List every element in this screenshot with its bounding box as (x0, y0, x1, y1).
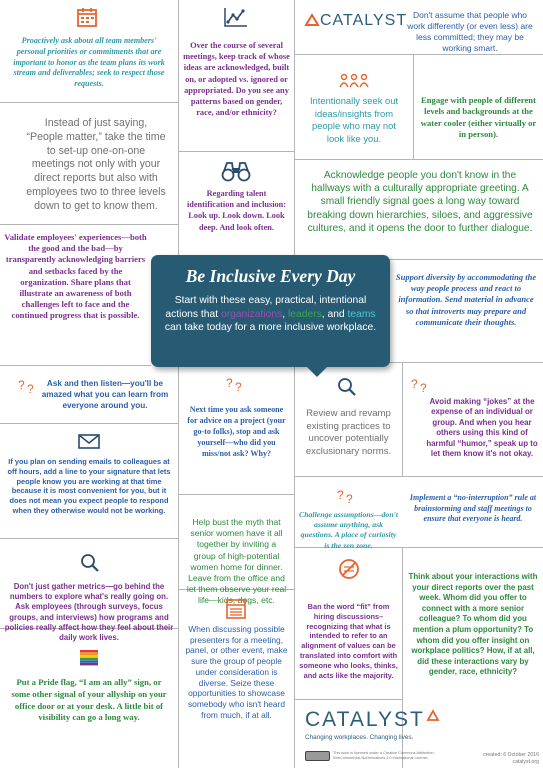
question-icon (411, 376, 431, 394)
tip-text: When discussing possible presenters for a meeting, panel, or other event, make sure the group of people under consideration is diverse. Seize these opportunities to showcase somebody who isn't heard from much, if at all. (185, 624, 288, 720)
svg-text:?: ? (411, 377, 418, 391)
tip-assumptions (295, 477, 402, 550)
question-icon (18, 377, 38, 395)
tip-text: Validate employees' experiences—both the good and the bad—by transparently acknowledging barriers and setbacks faced by the organization. Share plans that illustrate an awareness of both challenges left to face and the continued progress that is possible. (4, 232, 147, 321)
tip-text: Challenge assumptions—don't assume anything, ask questions. A place of curiosity is the zen zone. (299, 510, 399, 550)
center-and: , and (321, 308, 345, 320)
catalyst-footer (295, 700, 543, 768)
center-comma: , (282, 308, 286, 320)
svg-text:?: ? (27, 382, 34, 396)
logo-mark-icon (305, 14, 319, 26)
tip-text: Ban the word “fit” from hiring discussions–recognizing that what is intended to refer to an alignment of values can be translated into comfort with someone who looks, thinks, and acts like the majority. (299, 602, 398, 680)
center-title: Be Inclusive Every Day (185, 266, 356, 286)
catalyst-tagline: Changing workplaces. Changing lives. (305, 734, 414, 741)
tip-text: Help bust the myth that senior women have it all together by inviting a group of high-potential women home for dinner. Leave from the office and let them observe your real life—kids, dogs, etc. (186, 517, 287, 606)
svg-text:?: ? (337, 488, 344, 502)
tip-text: Don't assume that people who work differently (or even less) are less committed; they may be working smart. (407, 10, 533, 53)
center-callout (151, 255, 390, 367)
tip-text: Put a Pride flag, “I am an ally” sign, or some other signal of your allyship on your office door or at your desk. A little bit of visibility can go a long way. (11, 677, 167, 723)
tip-text: Acknowledge people you don't know in the hallways with a culturally appropriate greeting. A small friendly signal goes a long way toward breaking down hierarchies, siloes, and aggressive cultures, and it opens the door to further dialogue. (307, 170, 533, 234)
tip-text: Over the course of several meetings, keep track of whose ideas are acknowledged, built on, or adopted vs. ignored or appropriated. Do you see any patterns based on gender, race, and/or ethnicity? (183, 41, 290, 118)
tip-validate (0, 225, 151, 365)
license-text: This work is licensed under a Creative Commons Attribution-NonCommercial-NoDerivatives 4.0 International License. (333, 751, 435, 760)
svg-text:?: ? (420, 381, 427, 395)
svg-text:?: ? (346, 492, 353, 506)
calendar-icon (76, 6, 98, 28)
tip-listen (0, 366, 178, 423)
center-outro: can take today for a more inclusive workplace. (164, 322, 377, 334)
center-teams: teams (347, 308, 376, 320)
tip-emails (0, 424, 178, 538)
logo-mark-icon (427, 710, 439, 721)
tip-metrics (0, 539, 178, 643)
cc-badge (305, 751, 330, 761)
center-leaders: leaders (287, 308, 322, 320)
tip-engage (414, 55, 543, 159)
chart-icon (223, 6, 249, 28)
tip-acknowledge (295, 160, 543, 259)
tip-text: Think about your interactions with your direct reports over the past week. Whom did you offer to connect with a more senior colleague? To whom did you mention a plum opportunity? To whom did you offer insight on workplace politics? How, if at all, did these interactions vary by gender, race, ethnicity? (408, 572, 538, 677)
center-intro: Start with these easy, practical, intentional actions that (165, 295, 367, 320)
tip-text: Next time you ask someone for advice on a project (your go-to folks), stop and ask yourself—who did you miss/not ask? Why? (187, 405, 286, 458)
magnifier-icon (337, 377, 357, 397)
presentation-icon (226, 598, 246, 620)
site-link[interactable]: catalyst.org (512, 759, 539, 765)
binoculars-icon (221, 160, 251, 182)
no-sign-icon (338, 558, 360, 580)
tip-text: Ask and then listen—you'll be amazed what you can learn from everyone around you. (41, 379, 169, 410)
tip-support (389, 260, 543, 362)
tip-fit (295, 548, 402, 699)
question-icon (337, 487, 357, 505)
question-icon (226, 375, 246, 393)
tip-text: Instead of just saying, “People matter,” take the time to set-up one-on-one meetings not only with your direct reports but also with employees two to three levels down to get to know them. (26, 117, 166, 212)
tip-myth (179, 495, 294, 606)
center-organizations: organizations (220, 308, 283, 320)
tip-text: If you plan on sending emails to colleagues at off hours, add a line to your signature that lets people know you are working at that time because it is most convenient for you, but it does not mean you expect people to respond when they otherwise would not be working. (7, 457, 171, 515)
tip-advice (179, 367, 294, 494)
catalyst-logo-top: CATALYST (320, 12, 408, 29)
tip-interactions (403, 548, 543, 698)
tip-priorities (0, 0, 178, 102)
pride-flag-icon (80, 650, 98, 666)
svg-text:?: ? (235, 380, 242, 394)
tip-text: Implement a “no-interruption” rule at brainstorming and staff meetings to ensure that everyone is heard. (409, 493, 537, 524)
svg-text:?: ? (18, 378, 25, 392)
svg-text:?: ? (226, 376, 233, 390)
tip-people-matter (0, 103, 178, 224)
people-icon (339, 73, 369, 89)
tip-text: Don't just gather metrics—go behind the numbers to explore what's really going on. Ask employees (through surveys, focus groups, and interviews) how programs and policies really affect how they feel about their daily work lives. (4, 582, 174, 643)
center-body (163, 294, 378, 335)
tip-text: Review and revamp existing practices to uncover potentially exclusionary norms. (305, 408, 392, 457)
tip-text: Engage with people of different levels and backgrounds at the water cooler (either virtually or in person). (420, 95, 537, 140)
tip-text: Intentionally seek out ideas/insights from people who may not look like you. (309, 95, 399, 144)
tip-review (295, 363, 402, 476)
tip-working-smart (295, 0, 543, 54)
tip-talent (179, 152, 294, 256)
tip-pride (0, 629, 178, 768)
tip-interruption (403, 477, 543, 547)
created-date: created: 6 October 2016 (483, 752, 539, 758)
envelope-icon (78, 434, 100, 449)
tip-text: Regarding talent identification and inclusion: Look up. Look down. Look deep. And look often. (186, 189, 287, 232)
tip-presenters (179, 590, 294, 768)
magnifier-icon (80, 553, 100, 573)
tip-text: Support diversity by accommodating the way people process and react to information. Send material in advance so that introverts may prepare and communicate their thoughts. (395, 272, 537, 327)
tip-jokes (403, 363, 543, 476)
tip-ideas (179, 0, 294, 151)
tip-seek-out (295, 55, 413, 159)
tip-text: Proactively ask about all team members' personal priorities or commitments that are important to honor as the team plans its work stream and deliverables; seek to respect those requests. (13, 36, 165, 89)
tip-text: Avoid making “jokes” at the expense of an individual or group. And when you hear others using this kind of harmful “humor,” speak up to let them know it's not okay. (426, 397, 538, 459)
catalyst-logo: CATALYST (305, 708, 425, 731)
